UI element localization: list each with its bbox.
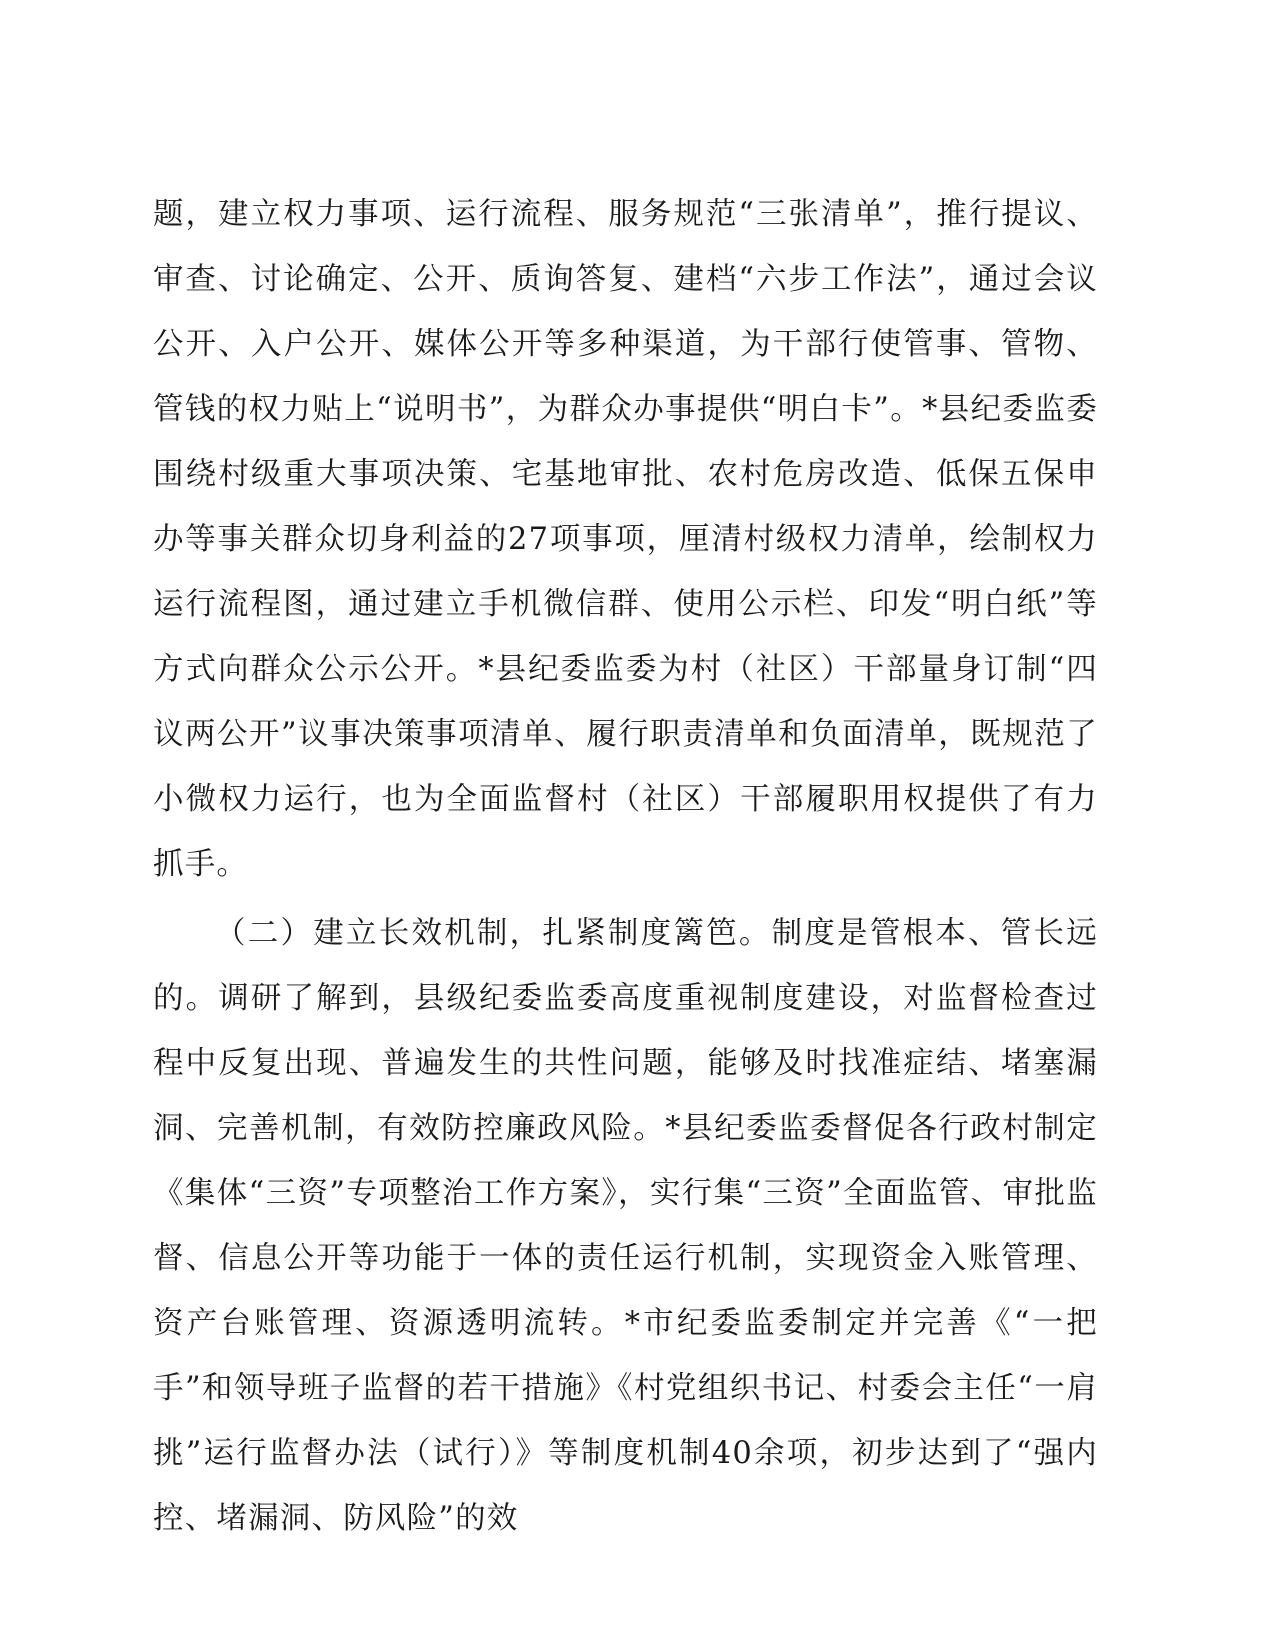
paragraph-section-two: （二）建立长效机制，扎紧制度篱笆。制度是管根本、管长远的。调研了解到，县级纪委监委高度重视制度建设，对监督检查过程中反复出现、普遍发生的共性问题，能够及时找准症结、堵塞漏洞、完善机制，有效防控廉政风险。*县纪委监委督促各行政村制定《集体“三资”专项整治工作方案》，实行集“三资”全面监管、审批监督、信息公开等功能于一体的责任运行机制，实现资金入账管理、资产台账管理、资源透明流转。*市纪委监委制定并完善《“一把手”和领导班子监督的若干措施》《村党组织书记、村委会主任“一肩挑”运行监督办法（试行）》等制度机制40余项，初步达到了“强内控、堵漏洞、防风险”的效 xyxy=(153,916,1098,1536)
body-text xyxy=(153,182,1098,1551)
paragraph-continuation: 题，建立权力事项、运行流程、服务规范“三张清单”，推行提议、审查、讨论确定、公开、质询答复、建档“六步工作法”，通过会议公开、入户公开、媒体公开等多种渠道，为干部行使管事、管物、管钱的权力贴上“说明书”，为群众办事提供“明白卡”。*县纪委监委围绕村级重大事项决策、宅基地审批、农村危房改造、低保五保申办等事关群众切身利益的27项事项，厘清村级权力清单，绘制权力运行流程图，通过建立手机微信群、使用公示栏、印发“明白纸”等方式向群众公示公开。*县纪委监委为村（社区）干部量身订制“四议两公开”议事决策事项清单、履行职责清单和负面清单，既规范了小微权力运行，也为全面监督村（社区）干部履职用权提供了有力抓手。 xyxy=(153,197,1098,882)
